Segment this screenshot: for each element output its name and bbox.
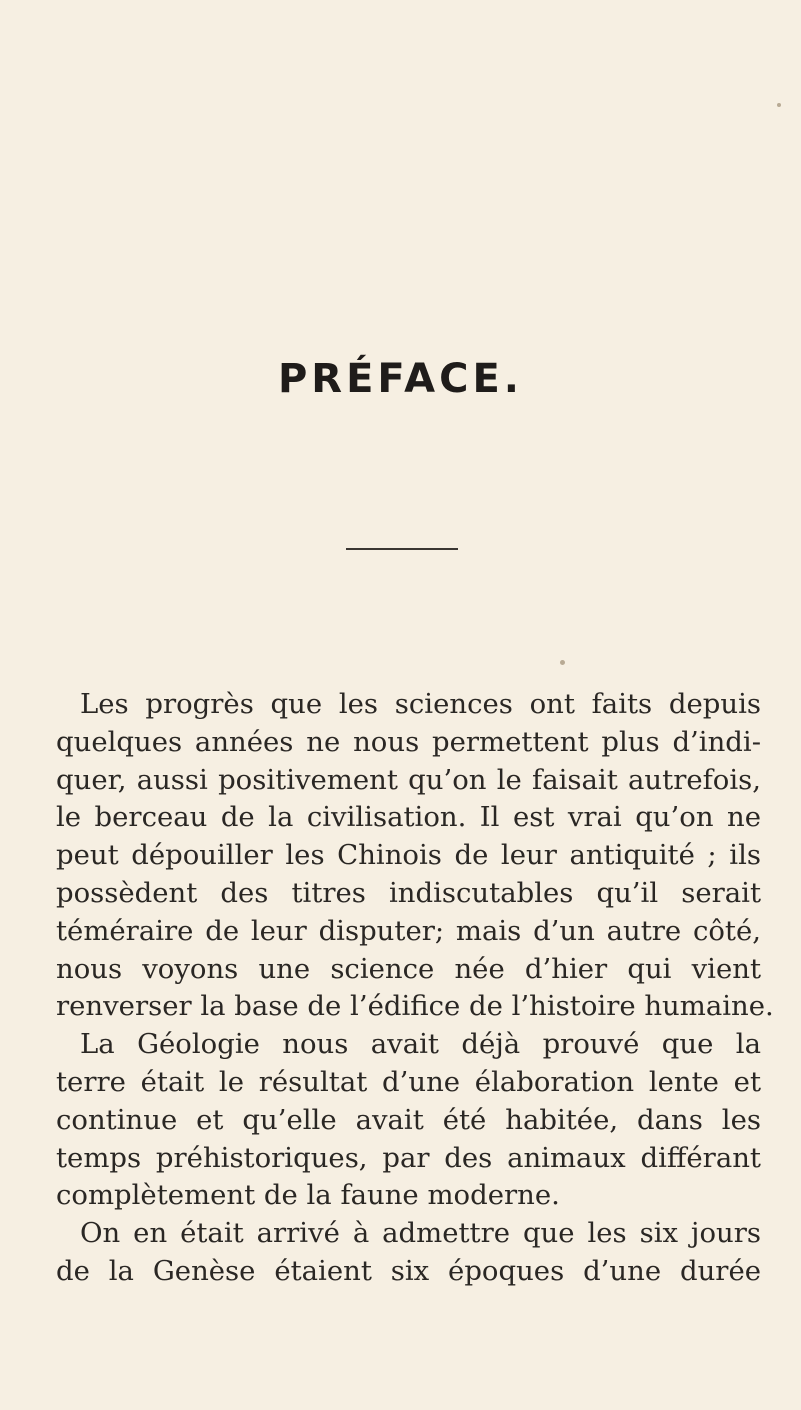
title-divider: [346, 548, 458, 550]
text-line: complètement de la faune moderne.: [56, 1179, 560, 1212]
text-line: quelques années ne nous permettent plus d’indi-: [56, 725, 761, 758]
text-line: quer, aussi positivement qu’on le faisait autrefois,: [56, 763, 761, 796]
text-line: renverser la base de l’édifice de l’histoire humaine.: [56, 990, 774, 1023]
text-line: téméraire de leur disputer; mais d’un autre côté,: [56, 914, 761, 947]
text-line: Les progrès que les sciences ont faits depuis: [80, 688, 761, 720]
text-line: nous voyons une science née d’hier qui vient: [56, 952, 761, 985]
text-line: de la Genèse étaient six époques d’une durée: [56, 1254, 761, 1287]
preface-text: [56, 686, 774, 1291]
page-title: PRÉFACE.: [277, 356, 523, 402]
paper-speck: [777, 103, 781, 107]
paper-speck: [560, 660, 565, 665]
text-line: peut dépouiller les Chinois de leur antiquité ; ils: [56, 839, 761, 872]
text-line: le berceau de la civilisation. Il est vrai qu’on ne: [56, 801, 761, 834]
text-line: possèdent des titres indiscutables qu’il serait: [56, 876, 761, 909]
text-line: terre était le résultat d’une élaboration lente et: [56, 1065, 761, 1098]
text-line: La Géologie nous avait déjà prouvé que la: [80, 1028, 761, 1061]
text-line: continue et qu’elle avait été habitée, dans les: [56, 1103, 761, 1136]
text-line: temps préhistoriques, par des animaux différant: [56, 1141, 761, 1174]
text-line: On en était arrivé à admettre que les six jours: [80, 1217, 761, 1250]
